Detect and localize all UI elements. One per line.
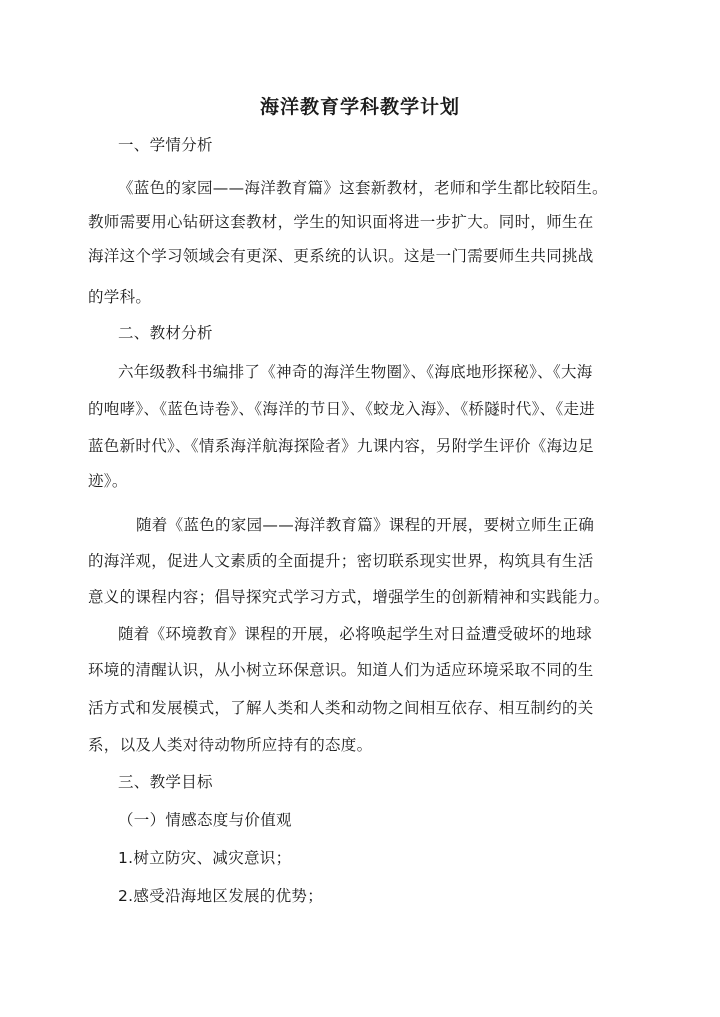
paragraph-line: 环境的清醒认识，从小树立环保意识。知道人们为适应环境采取不同的生 — [88, 661, 594, 679]
paragraph-line: 的学科。 — [88, 288, 152, 306]
paragraph-line: 系，以及人类对待动物所应持有的态度。 — [88, 736, 373, 754]
paragraph-line: 随着《蓝色的家园——海洋教育篇》课程的开展，要树立师生正确 — [136, 516, 595, 534]
paragraph-line: 教师需要用心钻研这套教材，学生的知识面将进一步扩大。同时，师生在 — [88, 213, 594, 231]
document-title: 海洋教育学科教学计划 — [259, 96, 460, 118]
section-heading-3: 三、教学目标 — [118, 773, 213, 791]
section-heading-1: 一、学情分析 — [118, 136, 213, 154]
paragraph-line: 的咆哮》、《蓝色诗卷》、《海洋的节日》、《蛟龙入海》、《桥隧时代》、《走进 — [88, 400, 596, 418]
paragraph-line: 六年级教科书编排了《神奇的海洋生物圈》、《海底地形探秘》、《大海 — [118, 363, 593, 381]
paragraph-line: 海洋这个学习领域会有更深、更系统的认识。这是一门需要师生共同挑战 — [88, 247, 594, 265]
paragraph-line: 意义的课程内容；倡导探究式学习方式，增强学生的创新精神和实践能力。 — [88, 588, 610, 606]
paragraph-line: 的海洋观，促进人文素质的全面提升；密切联系现实世界，构筑具有生活 — [88, 552, 594, 570]
section-heading-2: 二、教材分析 — [118, 324, 213, 342]
paragraph-line: 随着《环境教育》课程的开展，必将唤起学生对日益遭受破坏的地球 — [118, 625, 593, 643]
paragraph-line: 活方式和发展模式，了解人类和人类和动物之间相互依存、相互制约的关 — [88, 699, 594, 717]
paragraph-line: 《蓝色的家园——海洋教育篇》这套新教材，老师和学生都比较陌生。 — [118, 179, 608, 197]
list-item: 2.感受沿海地区发展的优势； — [118, 887, 323, 905]
list-item: 1.树立防灾、减灾意识； — [118, 849, 292, 867]
paragraph-line: 蓝色新时代》、《情系海洋航海探险者》九课内容，另附学生评价《海边足 — [88, 437, 594, 455]
subsection-heading: （一）情感态度与价值观 — [118, 811, 292, 829]
paragraph-line: 迹》。 — [88, 472, 128, 490]
